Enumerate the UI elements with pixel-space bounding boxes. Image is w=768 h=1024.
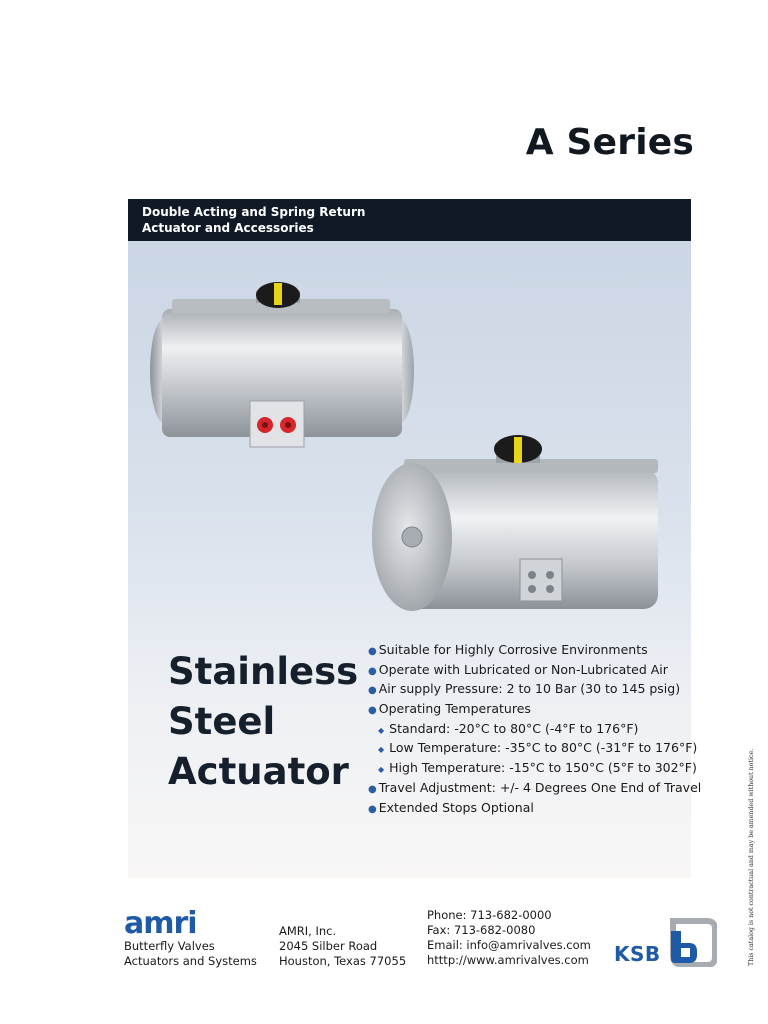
- actuator-front-image: [148, 279, 418, 454]
- bullet-icon: ●: [368, 646, 377, 657]
- series-title: A Series: [525, 122, 694, 163]
- bullet-icon: ●: [368, 685, 377, 697]
- panel-header-line-2: Actuator and Accessories: [142, 221, 314, 235]
- panel-header-line-1: Double Acting and Spring Return: [142, 205, 366, 219]
- actuator-angled-image: [368, 429, 668, 619]
- feature-subitem: ◆ High Temperature: -15°C to 150°C (5°F to 302°F): [378, 760, 697, 776]
- phone-text: Phone: 713-682-0000: [427, 908, 552, 922]
- panel-header: [128, 199, 691, 241]
- feature-subitem: ◆ Low Temperature: -35°C to 80°C (-31°F to 176°F): [378, 740, 698, 756]
- bullet-icon: ●: [368, 783, 377, 795]
- footer: [0, 905, 768, 985]
- feature-item: ● Operate with Lubricated or Non-Lubricated Air: [368, 661, 668, 677]
- company-address: AMRI, Inc. 2045 Silber Road Houston, Texas 77055: [279, 924, 407, 968]
- ksb-logo-icon: [667, 917, 717, 967]
- feature-item: ● Travel Adjustment: +/- 4 Degrees One End of Travel: [368, 779, 702, 795]
- feature-item: ● Air supply Pressure: 2 to 10 Bar (30 to 145 psig): [368, 681, 681, 697]
- bullet-icon: ●: [368, 803, 377, 815]
- contact-info: [427, 908, 591, 968]
- svg-text:amri: amri: [124, 906, 197, 939]
- feature-item: ● Suitable for Highly Corrosive Environments: [368, 642, 648, 657]
- product-title-line-3: Actuator: [168, 750, 349, 793]
- diamond-bullet-icon: ◆: [378, 725, 385, 735]
- fax-text: Fax: 713-682-0080: [427, 923, 536, 937]
- disclaimer-note: This catalog is not contractual and may be amended without notice.: [748, 748, 755, 966]
- bullet-icon: ●: [368, 705, 377, 717]
- product-panel: [128, 199, 702, 878]
- bullet-icon: ●: [368, 665, 377, 677]
- ksb-logo-text: KSB: [614, 942, 661, 966]
- feature-list: [368, 640, 702, 817]
- diamond-bullet-icon: ◆: [378, 745, 385, 755]
- website-link[interactable]: htttp://www.amrivalves.com: [427, 953, 589, 967]
- feature-item: ● Operating Temperatures: [368, 701, 531, 717]
- product-title-line-1: Stainless: [168, 650, 359, 693]
- product-title-line-2: Steel: [168, 700, 276, 743]
- feature-subitem: ◆ Standard: -20°C to 80°C (-4°F to 176°F): [378, 720, 639, 736]
- diamond-bullet-icon: ◆: [378, 765, 385, 775]
- product-title: [168, 647, 358, 797]
- feature-item: ● Extended Stops Optional: [368, 799, 534, 815]
- email-text: Email: info@amrivalves.com: [427, 938, 591, 952]
- amri-tagline: Butterfly Valves Actuators and Systems: [124, 939, 257, 968]
- amri-logo: [124, 905, 204, 939]
